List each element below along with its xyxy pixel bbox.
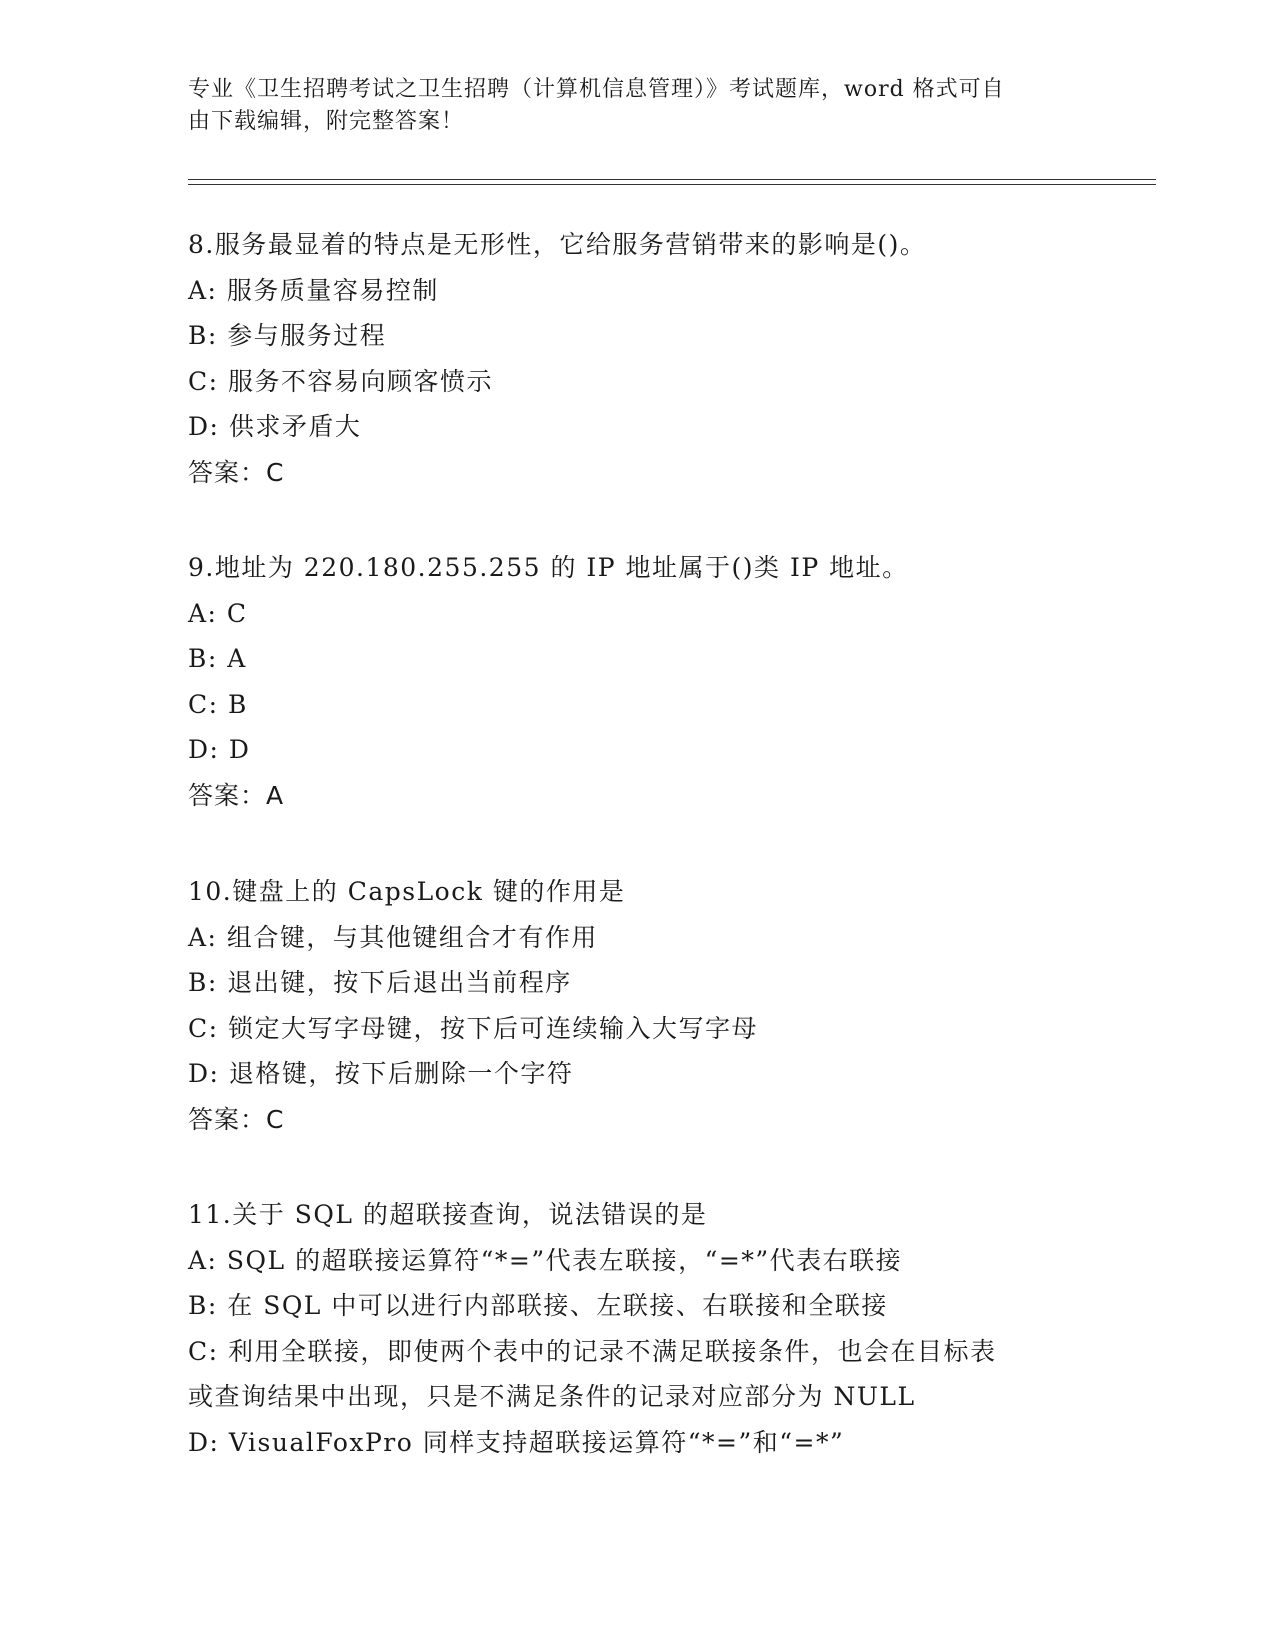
option-a: A: SQL 的超联接运算符“*=”代表左联接，“=*”代表右联接 (188, 1245, 903, 1275)
header-line-1: 专业《卫生招聘考试之卫生招聘（计算机信息管理）》考试题库，word 格式可自 (188, 77, 1005, 102)
header-rule-top (188, 179, 1156, 180)
option-a: A: 服务质量容易控制 (188, 275, 439, 305)
option-d: D: 退格键，按下后删除一个字符 (188, 1059, 574, 1088)
answer: 答案：C (188, 457, 285, 487)
question-stem: 10.键盘上的 CapsLock 键的作用是 (188, 877, 626, 906)
question-stem: 11.关于 SQL 的超联接查询，说法错误的是 (188, 1200, 708, 1229)
option-c: C: 锁定大写字母键，按下后可连续输入大写字母 (188, 1013, 758, 1043)
option-c: C: B (188, 689, 248, 719)
question-9 (188, 545, 1088, 818)
option-b: B: 在 SQL 中可以进行内部联接、左联接、右联接和全联接 (188, 1291, 888, 1320)
option-a: A: 组合键，与其他键组合才有作用 (188, 922, 598, 952)
option-c: C: 利用全联接，即使两个表中的记录不满足联接条件，也会在目标表 (188, 1336, 997, 1366)
question-11 (188, 1192, 1088, 1465)
option-c-continued: 或查询结果中出现，只是不满足条件的记录对应部分为 NULL (188, 1382, 916, 1411)
option-b: B: A (188, 644, 247, 673)
header-rule-bottom (188, 184, 1156, 185)
header-line-2: 由下载编辑，附完整答案！ (188, 109, 465, 134)
option-a: A: C (188, 598, 248, 628)
option-b: B: 退出键，按下后退出当前程序 (188, 968, 572, 997)
answer: 答案：A (188, 780, 285, 810)
question-8 (188, 222, 1088, 495)
answer: 答案：C (188, 1104, 285, 1134)
question-stem: 9.地址为 220.180.255.255 的 IP 地址属于()类 IP 地址。 (188, 553, 909, 582)
option-b: B: 参与服务过程 (188, 321, 387, 350)
option-d: D: 供求矛盾大 (188, 412, 362, 441)
document-header (188, 74, 1068, 138)
question-10 (188, 869, 1088, 1142)
option-c: C: 服务不容易向顾客愤示 (188, 366, 493, 396)
option-d: D: VisualFoxPro 同样支持超联接运算符“*=”和“=*” (188, 1427, 845, 1457)
question-stem: 8.服务最显着的特点是无形性，它给服务营销带来的影响是()。 (188, 230, 927, 259)
option-d: D: D (188, 735, 251, 764)
